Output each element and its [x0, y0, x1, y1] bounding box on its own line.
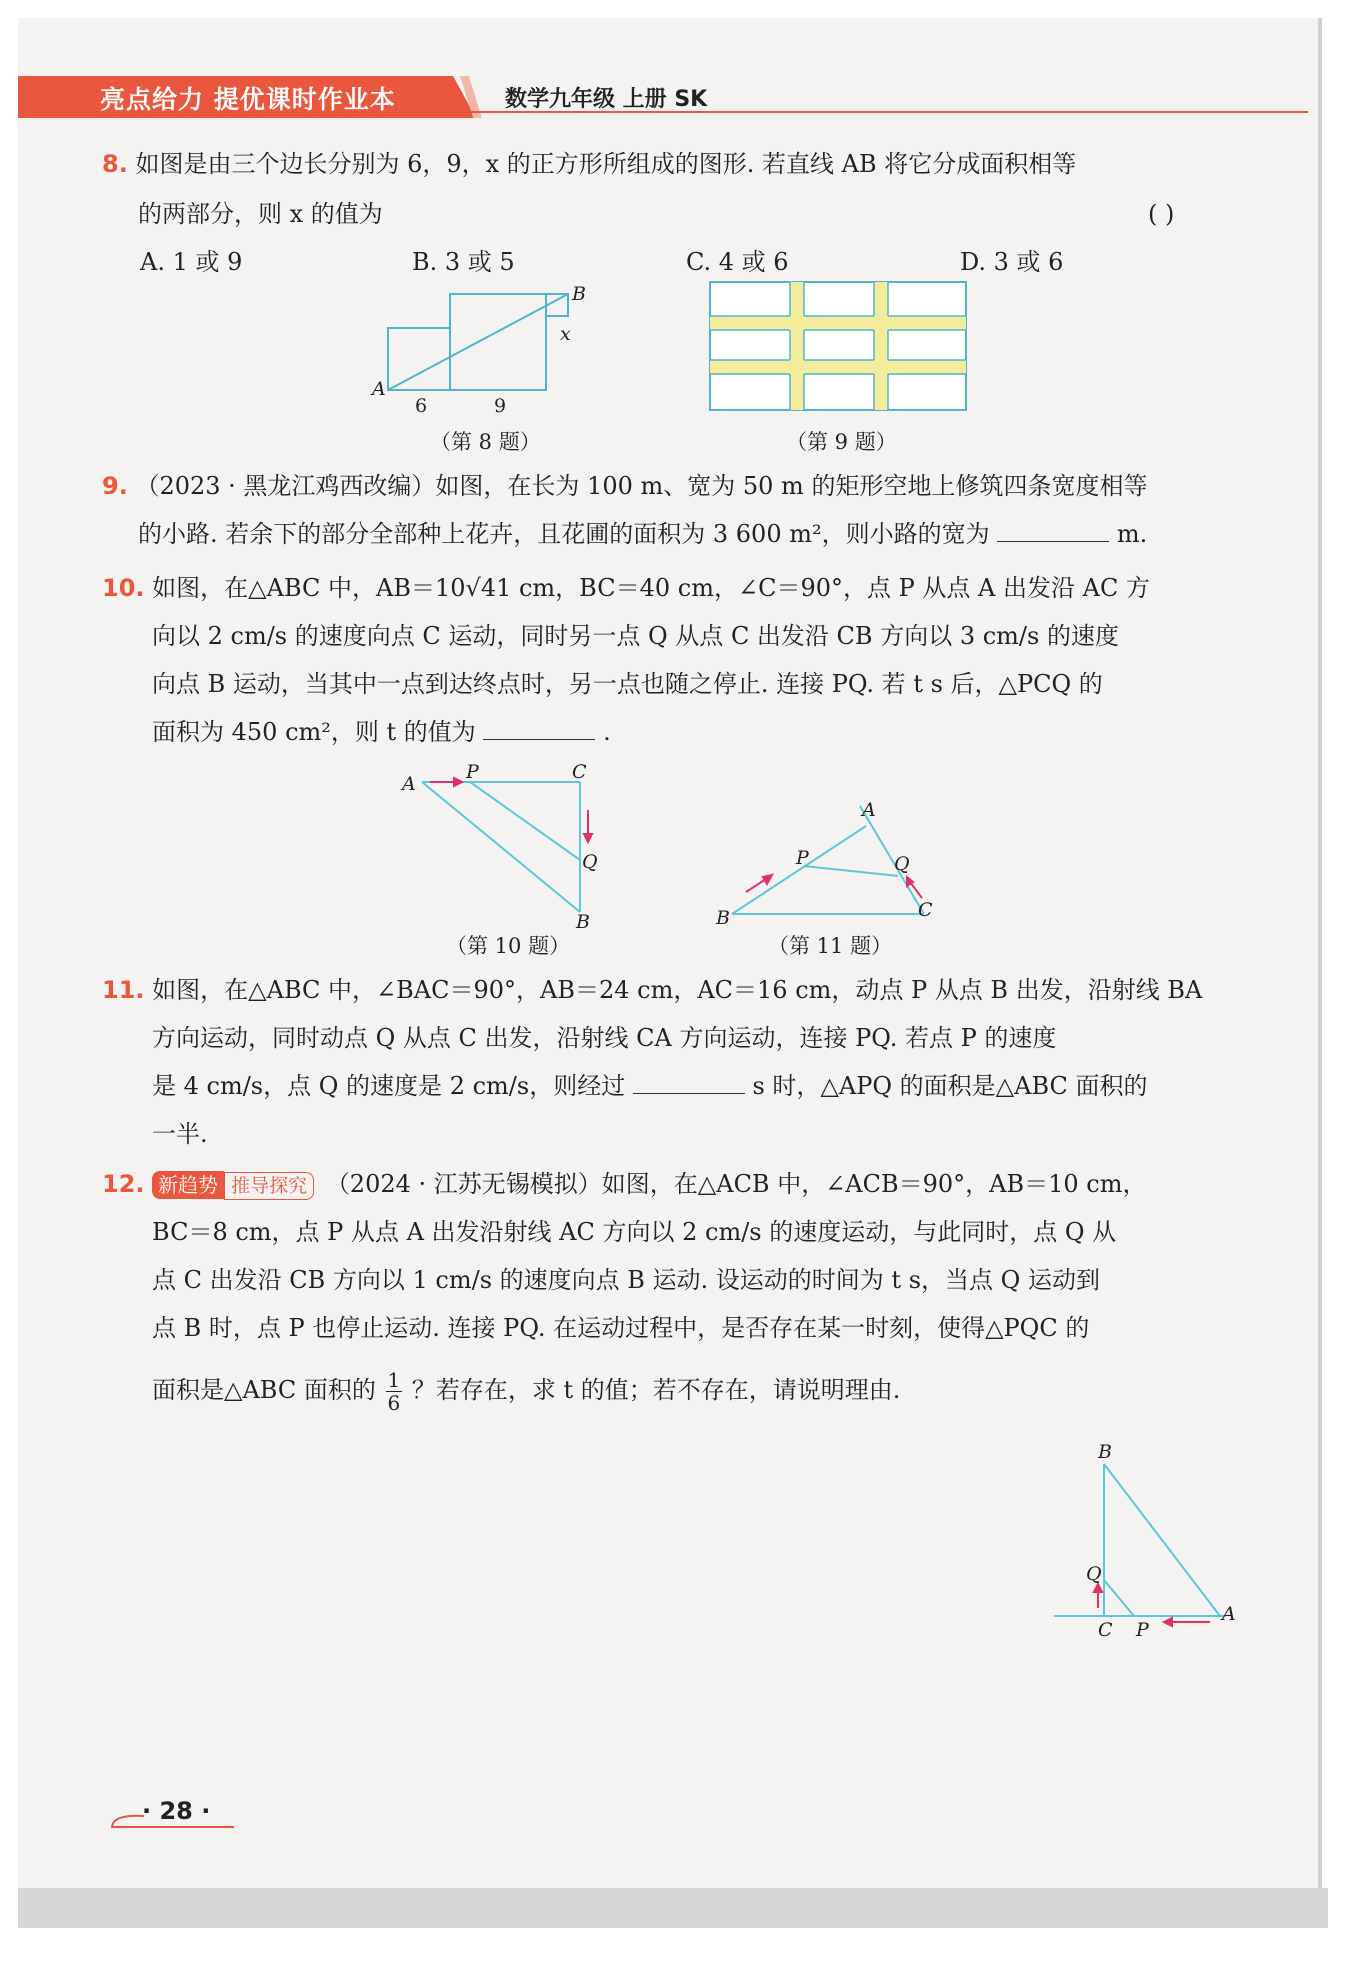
- option-b: B. 3 或 5: [412, 248, 515, 276]
- question-text: 如图，在△ABC 中，AB＝10√41 cm，BC＝40 cm，∠C＝90°，点 P 从点 A 出发沿 AC 方: [152, 574, 1150, 602]
- fraction-denominator: 6: [387, 1391, 401, 1415]
- figure-8-caption: （第 8 题）: [430, 430, 541, 454]
- fraction-one-sixth: [386, 1369, 403, 1414]
- answer-blank[interactable]: [997, 515, 1109, 542]
- question-number: 8.: [102, 150, 128, 178]
- answer-blank[interactable]: [483, 713, 595, 740]
- label-c: C: [918, 899, 933, 921]
- question-11-line4: 一半.: [152, 1120, 208, 1148]
- label-a: A: [372, 378, 386, 400]
- question-text: （2023 · 黑龙江鸡西改编）如图，在长为 100 m、宽为 50 m 的矩形空地上修筑四条宽度相等: [135, 472, 1148, 500]
- answer-paren: ( ): [1148, 200, 1175, 228]
- question-text: 的小路. 若余下的部分全部种上花卉，且花圃的面积为 3 600 m²，则小路的宽为: [138, 520, 990, 548]
- label-x: x: [560, 323, 571, 345]
- question-text: 面积为 450 cm²，则 t 的值为: [152, 718, 476, 746]
- question-number: 9.: [102, 472, 128, 500]
- figure-9: [708, 280, 970, 414]
- question-10-line4: [152, 708, 611, 756]
- question-9-line1: [102, 462, 1147, 510]
- question-text: ？若存在，求 t 的值；若不存在，请说明理由.: [411, 1376, 901, 1404]
- label-q: Q: [1086, 1563, 1102, 1585]
- question-text: 是 4 cm/s，点 Q 的速度是 2 cm/s，则经过: [152, 1072, 626, 1100]
- fraction-numerator: 1: [387, 1368, 401, 1392]
- figure-10: [400, 760, 620, 930]
- label-b: B: [716, 907, 730, 929]
- label-9: 9: [494, 395, 507, 417]
- label-b: B: [576, 911, 590, 930]
- question-12-line1: [102, 1160, 1147, 1208]
- label-p: P: [1136, 1619, 1149, 1640]
- option-c: C. 4 或 6: [686, 248, 789, 276]
- label-c: C: [1098, 1619, 1113, 1640]
- page-bottom-shadow: [18, 1888, 1328, 1928]
- question-number: 11.: [102, 976, 145, 1004]
- label-b: B: [572, 283, 586, 305]
- option-d: D. 3 或 6: [960, 248, 1064, 276]
- brand-title: 亮点给力 提优课时作业本: [100, 85, 396, 114]
- question-10-line2: 向以 2 cm/s 的速度向点 C 运动，同时另一点 Q 从点 C 出发沿 CB 方向以 3 cm/s 的速度: [152, 622, 1119, 650]
- inquiry-badge: 推导探究: [224, 1172, 314, 1200]
- question-text: （2024 · 江苏无锡模拟）如图，在△ACB 中，∠ACB＝90°，AB＝10 cm，: [325, 1170, 1147, 1198]
- question-text: 如图，在△ABC 中，∠BAC＝90°，AB＝24 cm，AC＝16 cm，动点 P 从点 B 出发，沿射线 BA: [152, 976, 1203, 1004]
- question-9-line2: [138, 510, 1147, 558]
- figure-12: [1050, 1440, 1240, 1640]
- question-10-line1: [102, 564, 1150, 612]
- question-8-line2: 的两部分，则 x 的值为: [138, 200, 383, 228]
- label-b: B: [1098, 1441, 1112, 1463]
- label-6: 6: [415, 395, 428, 417]
- label-p: P: [466, 761, 479, 783]
- label-q: Q: [894, 853, 910, 875]
- figure-8: [370, 280, 610, 420]
- page-number-rule: [112, 1826, 234, 1828]
- figure-11: [712, 796, 952, 932]
- question-number: 12.: [102, 1170, 145, 1198]
- page-number: · 28 ·: [142, 1797, 211, 1825]
- question-number: 10.: [102, 574, 145, 602]
- label-c: C: [572, 761, 587, 783]
- question-10-line3: 向点 B 运动，当其中一点到达终点时，另一点也随之停止. 连接 PQ. 若 t s 后，△PCQ 的: [152, 670, 1103, 698]
- figure-10-caption: （第 10 题）: [446, 934, 571, 958]
- label-p: P: [796, 847, 809, 869]
- new-trend-badge: 新趋势: [152, 1171, 224, 1199]
- unit: m.: [1116, 520, 1148, 548]
- answer-blank[interactable]: [633, 1067, 745, 1094]
- subject-title: 数学九年级 上册 SK: [505, 87, 708, 112]
- question-11-line2: 方向运动，同时动点 Q 从点 C 出发，沿射线 CA 方向运动，连接 PQ. 若点 P 的速度: [152, 1024, 1057, 1052]
- question-11-line1: [102, 966, 1202, 1014]
- question-text: 如图是由三个边长分别为 6，9，x 的正方形所组成的图形. 若直线 AB 将它分成面积相等: [135, 150, 1077, 178]
- label-q: Q: [582, 851, 598, 873]
- figure-9-caption: （第 9 题）: [786, 430, 897, 454]
- question-12-line3: 点 C 出发沿 CB 方向以 1 cm/s 的速度向点 B 运动. 设运动的时间为 t s，当点 Q 运动到: [152, 1266, 1100, 1294]
- question-8-line1: [102, 140, 1076, 188]
- label-a: A: [402, 773, 416, 795]
- question-text: s 时，△APQ 的面积是△ABC 面积的: [752, 1072, 1148, 1100]
- label-a: A: [862, 799, 876, 821]
- question-11-line3: [152, 1062, 1148, 1110]
- question-12-line4: 点 B 时，点 P 也停止运动. 连接 PQ. 在运动过程中，是否存在某一时刻，使得△PQC 的: [152, 1314, 1090, 1342]
- question-12-line2: BC＝8 cm，点 P 从点 A 出发沿射线 AC 方向以 2 cm/s 的速度运动，与此同时，点 Q 从: [152, 1218, 1117, 1246]
- option-a: A. 1 或 9: [140, 248, 243, 276]
- label-a: A: [1222, 1603, 1236, 1625]
- question-12-line5: [152, 1366, 900, 1414]
- period: .: [603, 718, 611, 746]
- question-text: 面积是△ABC 面积的: [152, 1376, 376, 1404]
- figure-11-caption: （第 11 题）: [768, 934, 893, 958]
